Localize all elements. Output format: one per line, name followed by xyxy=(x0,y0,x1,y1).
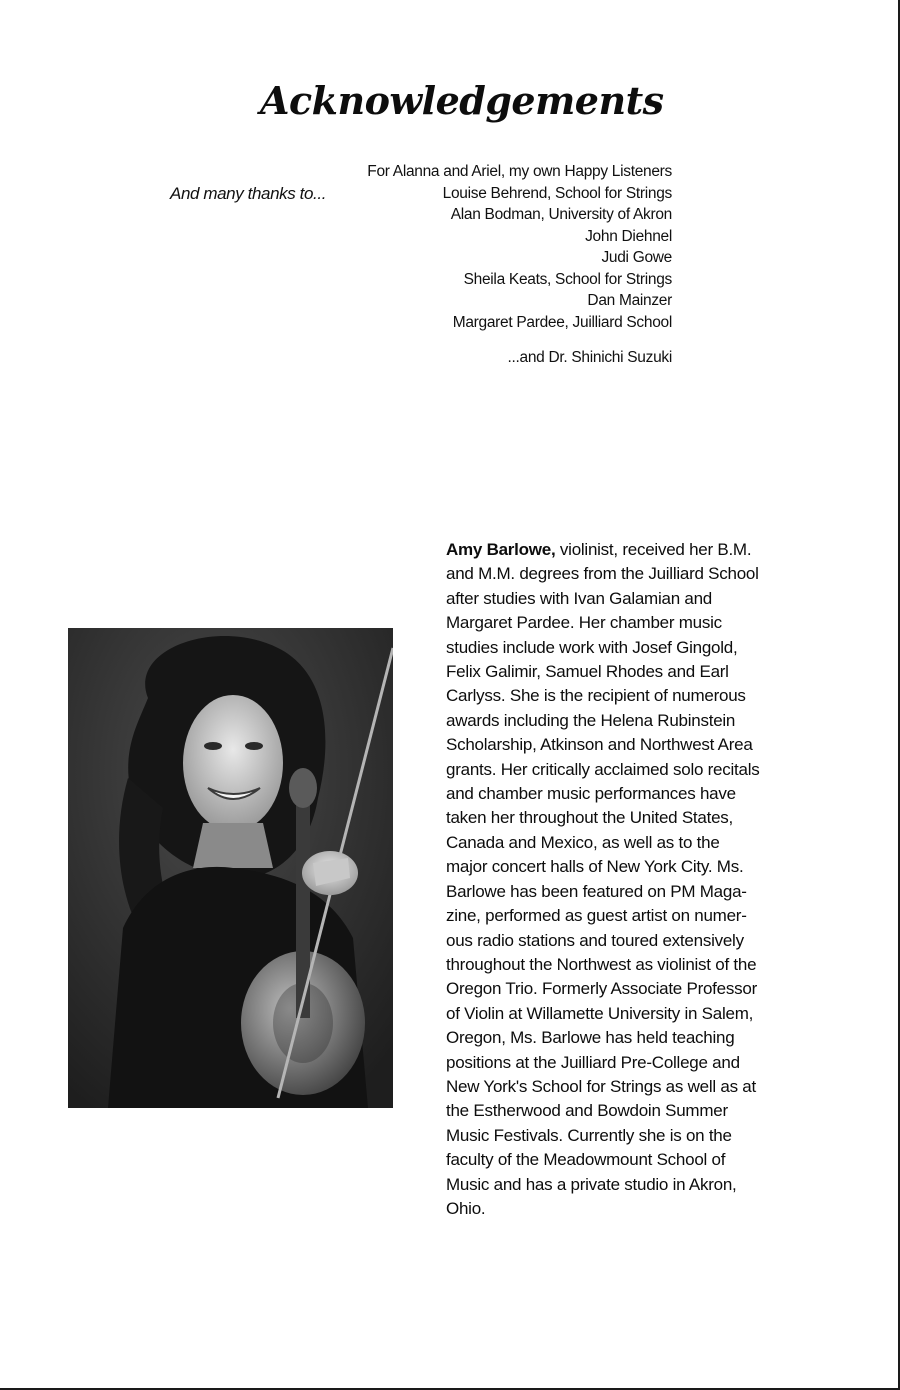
bio-line: Ohio. xyxy=(446,1198,486,1218)
bio-line: Carlyss. She is the recipient of numerous xyxy=(446,686,746,706)
bio-line: taken her throughout the United States, xyxy=(446,808,734,828)
bio-line: Barlowe has been featured on PM Maga- xyxy=(446,881,747,901)
closing-line: ...and Dr. Shinichi Suzuki xyxy=(507,349,672,366)
bio-line: and M.M. degrees from the Juilliard School xyxy=(446,564,759,584)
page-title: Acknowledgements xyxy=(260,78,664,123)
bio-line: awards including the Helena Rubinstein xyxy=(446,710,736,730)
bio-line: Felix Galimir, Samuel Rhodes and Earl xyxy=(446,662,729,682)
bio-line: Scholarship, Atkinson and Northwest Area xyxy=(446,735,753,755)
bio-line: and chamber music performances have xyxy=(446,784,736,804)
bio-first-line-rest: violinist, received her B.M. xyxy=(555,540,752,559)
bio-line: Oregon, Ms. Barlowe has held teaching xyxy=(446,1028,735,1048)
thanks-name: Dan Mainzer xyxy=(587,292,672,309)
acknowledgements-block xyxy=(150,161,672,369)
bio-line-first xyxy=(446,538,848,562)
bio-line: Canada and Mexico, as well as to the xyxy=(446,832,720,852)
bio-line: Music and has a private studio in Akron, xyxy=(446,1174,737,1194)
bio-line: of Violin at Willamette University in Salem, xyxy=(446,1003,754,1023)
bio-line: zine, performed as guest artist on numer- xyxy=(446,906,747,926)
bio-line: throughout the Northwest as violinist of the xyxy=(446,954,757,974)
bio-line: after studies with Ivan Galamian and xyxy=(446,588,712,608)
thanks-name: Margaret Pardee, Juilliard School xyxy=(452,313,672,331)
bio-line: Margaret Pardee. Her chamber music xyxy=(446,613,722,633)
thanks-name: Louise Behrend, School for Strings xyxy=(442,184,672,202)
bio-name: Amy Barlowe, xyxy=(446,540,556,559)
bio-line: Music Festivals. Currently she is on the xyxy=(446,1125,732,1145)
bio-line: positions at the Juilliard Pre-College and xyxy=(446,1052,740,1072)
thanks-lead: And many thanks to... xyxy=(170,183,327,203)
thanks-name: Judi Gowe xyxy=(601,249,672,266)
bio-line: faculty of the Meadowmount School of xyxy=(446,1150,726,1170)
bio-line: the Estherwood and Bowdoin Summer xyxy=(446,1101,728,1121)
bio-line: grants. Her critically acclaimed solo recitals xyxy=(446,759,760,779)
biography-text xyxy=(446,538,848,1221)
bio-line: Oregon Trio. Formerly Associate Professor xyxy=(446,979,757,999)
dedication-line: For Alanna and Ariel, my own Happy Listeners xyxy=(367,163,672,180)
violinist-portrait-illustration xyxy=(68,628,393,1108)
bio-line: New York's School for Strings as well as at xyxy=(446,1076,756,1096)
thanks-name: John Diehnel xyxy=(585,227,672,245)
bio-line: ous radio stations and toured extensively xyxy=(446,930,744,950)
bio-line: major concert halls of New York City. Ms. xyxy=(446,857,744,877)
bio-line: studies include work with Josef Gingold, xyxy=(446,637,738,657)
portrait-photo xyxy=(68,628,393,1108)
thanks-name: Sheila Keats, School for Strings xyxy=(463,270,672,288)
thanks-name: Alan Bodman, University of Akron xyxy=(450,206,672,223)
thanks-row xyxy=(150,183,672,205)
